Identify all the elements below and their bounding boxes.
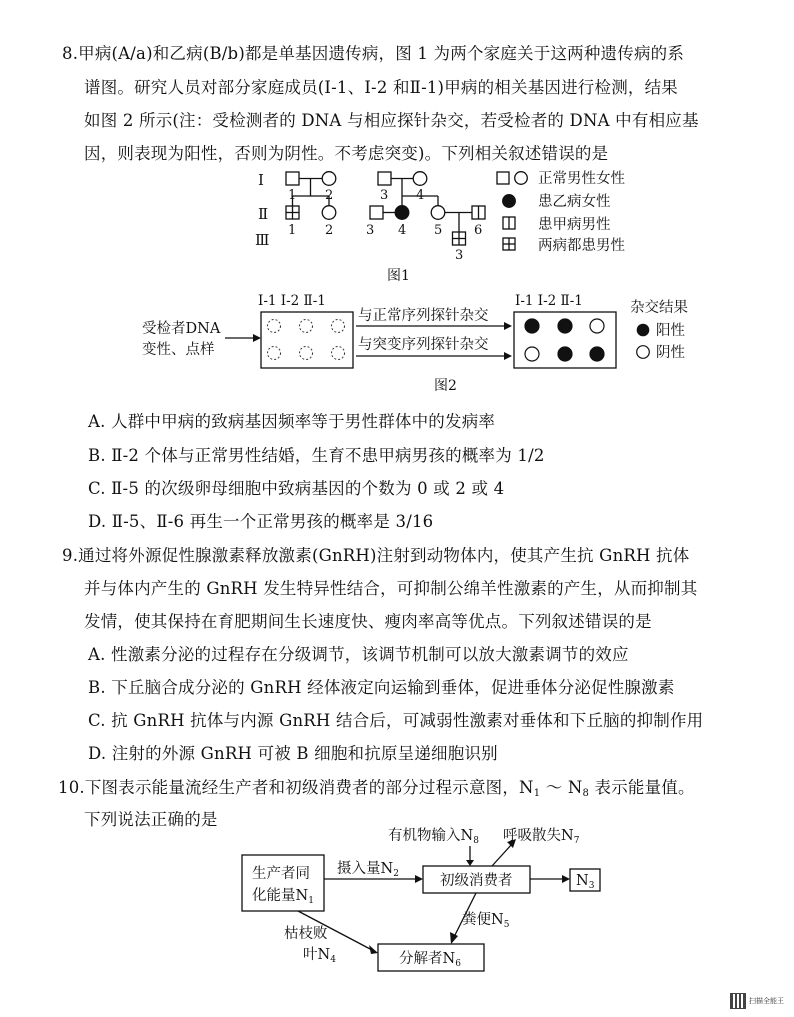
legend-yi-female-symbol [503, 195, 516, 208]
fig2-headers-left: Ⅰ-1 Ⅰ-2 Ⅱ-1 [258, 293, 326, 309]
hybridization-figure [0, 290, 794, 420]
q8-option-a: A. 人群中甲病的致病基因频率等于男性群体中的发病率 [88, 412, 496, 431]
q9-option-d: D. 注射的外源 GnRH 可被 B 细胞和抗原呈递细胞识别 [88, 744, 498, 763]
primary-consumer-label: 初级消费者 [440, 873, 513, 889]
q10-stem-sub1: 1 [533, 788, 541, 799]
q8-stem-line-2: 谱图。研究人员对部分家庭成员(Ⅰ-1、Ⅰ-2 和Ⅱ-1)甲病的相关基因进行检测，结果 [84, 78, 678, 97]
num-ii2: 2 [325, 223, 334, 238]
num-i2: 2 [325, 188, 334, 203]
f1-ii2-normal-female [322, 206, 336, 220]
result-mutant-i1 [525, 347, 539, 361]
num-ii4: 4 [398, 223, 407, 238]
fig2-left-label-2: 变性、点样 [142, 342, 215, 358]
result-normal-i2 [558, 319, 572, 333]
q9-option-a: A. 性激素分泌的过程存在分级调节，该调节机制可以放大激素调节的效应 [88, 645, 629, 664]
legend-yi-female: 患乙病女性 [538, 194, 611, 210]
num-i4: 4 [416, 188, 425, 203]
scanner-watermark [730, 993, 784, 1009]
gen-2-label: Ⅱ [258, 205, 269, 223]
result-normal-ii1 [590, 319, 604, 333]
legend-positive: 阳性 [656, 323, 685, 339]
q9-option-c: C. 抗 GnRH 抗体与内源 GnRH 结合后，可减弱性激素对垂体和下丘脑的抑制作用 [88, 711, 704, 730]
f1-i2-normal-female [322, 172, 336, 186]
arrow-label-mutant-probe: 与突变序列探针杂交 [358, 337, 489, 353]
q8-option-c: C. Ⅱ-5 的次级卵母细胞中致病基因的个数为 0 或 2 或 4 [88, 479, 505, 498]
fig1-caption: 图1 [387, 268, 410, 284]
legend-normal: 正常男性女性 [538, 171, 625, 187]
producer-line-2: 化能量$N_1$ [252, 888, 314, 906]
legend-positive-symbol [637, 324, 650, 337]
q8-stem-line-1: 8.甲病(A/a)和乙病(B/b)都是单基因遗传病，图 1 为两个家庭关于这两种遗传病的系 [62, 44, 685, 63]
num-i1: 1 [288, 188, 297, 203]
f2-i4-normal-female [413, 172, 427, 186]
qr-code-icon [730, 993, 746, 1009]
q10-stem-sub2: 8 [582, 788, 590, 799]
fig2-left-label-1: 受检者DNA [142, 321, 221, 337]
result-mutant-ii1 [590, 347, 604, 361]
feces-label: 粪便$N_5$ [462, 912, 510, 930]
result-normal-i1 [525, 319, 539, 333]
gen-3-label: Ⅲ [255, 231, 270, 249]
q10-stem-a: 10.下图表示能量流经生产者和初级消费者的部分过程示意图，N [58, 778, 534, 797]
litter-line-1: 枯枝败 [284, 926, 328, 942]
num-ii5: 5 [434, 223, 443, 238]
f2-i3-normal-male [378, 172, 391, 185]
legend-negative: 阴性 [656, 345, 685, 361]
q8-stem-line-4: 因，则表现为阳性，否则为阴性。不考虑突变)。下列相关叙述错误的是 [84, 144, 609, 163]
result-legend-title: 杂交结果 [630, 300, 688, 316]
legend-both-male: 两病都患男性 [538, 238, 625, 254]
q9-stem-line-1: 9.通过将外源促性腺激素释放激素(GnRH)注射到动物体内，使其产生抗 GnRH 抗体 [62, 546, 690, 565]
q8-option-d: D. Ⅱ-5、Ⅱ-6 再生一个正常男孩的概率是 3/16 [88, 512, 434, 531]
num-iii3: 3 [455, 248, 464, 263]
num-ii6: 6 [474, 223, 483, 238]
litter-line-2: 叶$N_4$ [303, 947, 336, 965]
legend-negative-symbol [637, 346, 650, 359]
producer-line-1: 生产者同 [252, 866, 310, 882]
result-mutant-i2 [558, 347, 572, 361]
f1-i1-normal-male [286, 172, 299, 185]
q10-stem-line-1 [58, 778, 695, 804]
organic-input-label: 有机物输入$N_8$ [388, 828, 479, 846]
pedigree-figure [0, 0, 794, 300]
num-i3: 3 [380, 188, 389, 203]
intake-label: 摄入量$N_2$ [337, 861, 399, 879]
f2-ii3-normal-male [370, 206, 383, 219]
q9-option-b: B. 下丘脑合成分泌的 GnRH 经体液定向运输到垂体，促进垂体分泌促性腺激素 [88, 678, 675, 697]
q8-stem-line-3: 如图 2 所示(注：受检测者的 DNA 与相应探针杂交，若受检者的 DNA 中有相应基 [84, 111, 699, 130]
q10-stem-mid: ～ N [540, 778, 583, 797]
gen-1-label: Ⅰ [258, 171, 264, 189]
legend-normal-male-symbol [497, 172, 509, 184]
q9-stem-line-2: 并与体内产生的 GnRH 发生特异性结合，可抑制公绵羊性激素的产生，从而抑制其 [84, 579, 698, 598]
energy-flow-diagram [0, 820, 794, 980]
f2-ii5-normal-female [431, 206, 445, 220]
f2-ii4-yi-disease-female [395, 206, 409, 220]
num-ii3: 3 [366, 223, 375, 238]
arrow-label-normal-probe: 与正常序列探针杂交 [358, 308, 489, 324]
q10-stem-line-2: 下列说法正确的是 [84, 810, 218, 829]
legend-jia-male: 患甲病男性 [538, 217, 611, 233]
decomposer-label: 分解者$N_6$ [399, 951, 461, 969]
fig2-headers-right: Ⅰ-1 Ⅰ-2 Ⅱ-1 [515, 293, 583, 309]
q8-option-b: B. Ⅱ-2 个体与正常男性结婚，生育不患甲病男孩的概率为 1/2 [88, 446, 545, 465]
legend-normal-female-symbol [515, 172, 528, 185]
num-ii1: 1 [288, 223, 297, 238]
scanner-brand: 扫描全能王 [749, 997, 784, 1005]
q10-stem-b: 表示能量值。 [589, 778, 695, 797]
n3-label: $N_3$ [576, 873, 595, 891]
q9-stem-line-3: 发情，使其保持在育肥期间生长速度快、瘦肉率高等优点。下列叙述错误的是 [84, 612, 652, 631]
respiration-label: 呼吸散失$N_7$ [503, 828, 580, 846]
fig2-caption: 图2 [434, 378, 457, 394]
